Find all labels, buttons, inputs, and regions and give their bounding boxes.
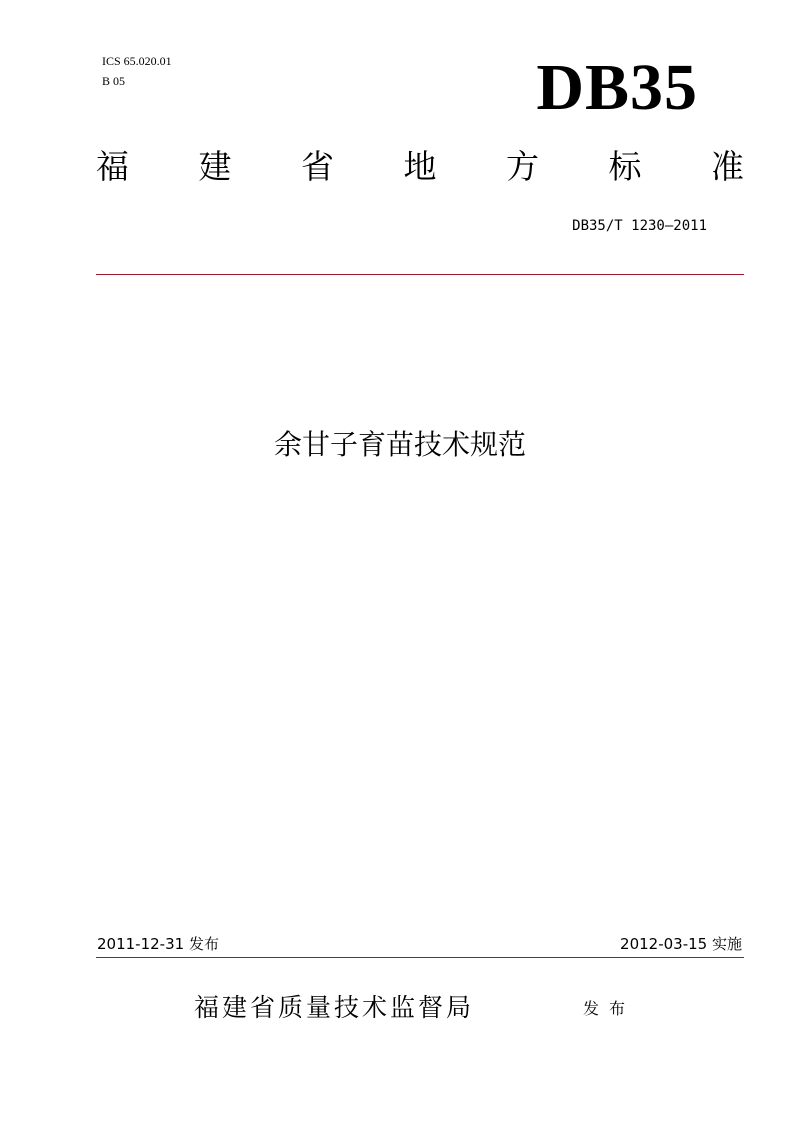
standard-type-char: 福 [96, 147, 129, 186]
standard-type-char: 省 [301, 147, 334, 186]
standard-type-char: 标 [608, 147, 642, 186]
standard-type-char: 建 [198, 147, 232, 186]
issuing-authority: 福建省质量技术监督局 [194, 993, 475, 1022]
footer-divider [96, 957, 744, 958]
standard-type-char: 准 [711, 147, 744, 186]
standard-type-char: 地 [403, 147, 437, 186]
implementation-date: 2012-03-15 实施 [620, 935, 742, 953]
standard-type [96, 145, 744, 189]
standard-mark: DB35 [536, 51, 698, 124]
document-title: 余甘子育苗技术规范 [273, 428, 526, 461]
header-divider [96, 274, 744, 275]
ccs-code: B 05 [102, 74, 126, 88]
issue-date: 2011-12-31 发布 [97, 935, 219, 953]
publish-label: 发布 [583, 999, 636, 1018]
standard-code: DB35/T 1230—2011 [572, 218, 707, 234]
standard-type-char: 方 [506, 147, 539, 186]
ics-code: ICS 65.020.01 [102, 54, 172, 68]
